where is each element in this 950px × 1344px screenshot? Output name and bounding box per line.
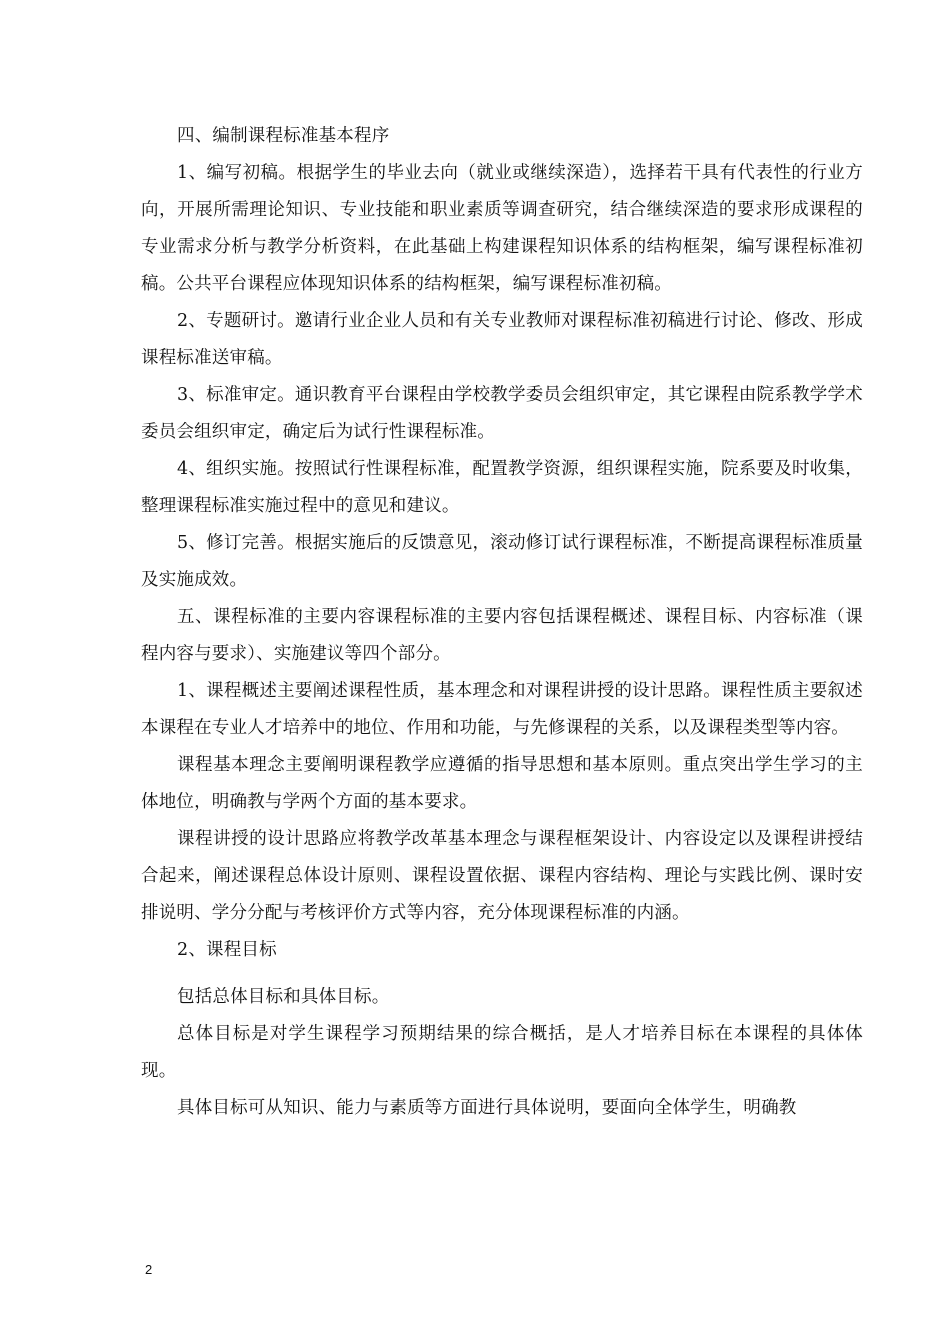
paragraph-design-approach: 课程讲授的设计思路应将教学改革基本理念与课程框架设计、内容设定以及课程讲授结合起来，阐述课程总体设计原则、课程设置依据、课程内容结构、理论与实践比例、课时安排说明、学分分配与考核评价方式等内容，充分体现课程标准的内涵。 xyxy=(141,829,863,923)
paragraph-implementation: 4、组织实施。按照试行性课程标准，配置教学资源，组织课程实施，院系要及时收集，整理课程标准实施过程中的意见和建议。 xyxy=(141,459,863,516)
page-number: 2 xyxy=(145,1262,153,1277)
section-heading-four: 四、编制课程标准基本程序 xyxy=(177,126,390,146)
section-heading-five: 五、课程标准的主要内容课程标准的主要内容包括课程概述、课程目标、内容标准（课程内容与要求）、实施建议等四个部分。 xyxy=(141,607,863,664)
paragraph-revision: 5、修订完善。根据实施后的反馈意见，滚动修订试行课程标准，不断提高课程标准质量及实施成效。 xyxy=(141,533,863,590)
paragraph-overall-goals: 总体目标是对学生课程学习预期结果的综合概括，是人才培养目标在本课程的具体体现。 xyxy=(141,1024,863,1081)
paragraph-review: 3、标准审定。通识教育平台课程由学校教学委员会组织审定，其它课程由院系教学学术委员会组织审定，确定后为试行性课程标准。 xyxy=(141,385,863,442)
paragraph-draft: 1、编写初稿。根据学生的毕业去向（就业或继续深造），选择若干具有代表性的行业方向，开展所需理论知识、专业技能和职业素质等调查研究，结合继续深造的要求形成课程的专业需求分析与教学分析资料，在此基础上构建课程知识体系的结构框架，编写课程标准初稿。公共平台课程应体现知识体系的结构框架，编写课程标准初稿。 xyxy=(141,163,863,294)
paragraph-course-overview: 1、课程概述主要阐述课程性质，基本理念和对课程讲授的设计思路。课程性质主要叙述本课程在专业人才培养中的地位、作用和功能，与先修课程的关系，以及课程类型等内容。 xyxy=(141,681,863,738)
paragraph-seminar: 2、专题研讨。邀请行业企业人员和有关专业教师对课程标准初稿进行讨论、修改、形成课程标准送审稿。 xyxy=(141,311,863,368)
paragraph-goals-intro: 包括总体目标和具体目标。 xyxy=(177,987,390,1007)
document-body xyxy=(141,118,863,1127)
paragraph-basic-concept: 课程基本理念主要阐明课程教学应遵循的指导思想和基本原则。重点突出学生学习的主体地位，明确教与学两个方面的基本要求。 xyxy=(141,755,863,812)
paragraph-specific-goals: 具体目标可从知识、能力与素质等方面进行具体说明，要面向全体学生，明确教 xyxy=(177,1098,797,1118)
subheading-course-goals: 2、课程目标 xyxy=(177,940,277,960)
